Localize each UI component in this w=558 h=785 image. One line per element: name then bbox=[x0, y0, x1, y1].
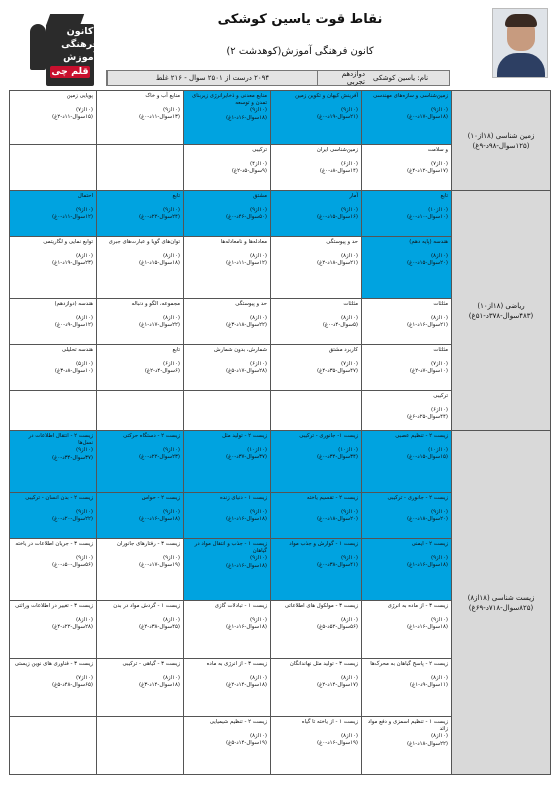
topic-cell bbox=[362, 659, 452, 717]
topic-cell bbox=[97, 391, 184, 431]
topic-title: مثلثات bbox=[433, 301, 448, 307]
topic-title: زیست ۳ - گیاهی - ترکیبی bbox=[122, 661, 180, 667]
topic-cell bbox=[184, 539, 271, 601]
topic-stats: (۱۸سوال-۱۶د-۱غ) bbox=[226, 624, 267, 631]
topic-title: زیست ۳ - تغییر در اطلاعات وراثتی bbox=[15, 603, 93, 609]
topic-stats: (۱۸سوال-۱۶د-۱غ) bbox=[226, 114, 267, 121]
topic-title: آمار bbox=[349, 193, 358, 199]
topic-cell bbox=[10, 659, 97, 717]
topic-title: حد و پیوستگی bbox=[326, 239, 358, 245]
topic-score: (۱۰از۸) bbox=[430, 733, 448, 740]
topic-title: زیست ۲ - حواس bbox=[141, 495, 180, 501]
topic-stats: (۱۲سوال-۱۱د-۰غ) bbox=[52, 214, 93, 221]
topic-score: (۱۰از۱۰) bbox=[428, 207, 448, 213]
topic-cell bbox=[97, 717, 184, 775]
topic-stats: (۲۲سوال-۱۷د-۱غ) bbox=[139, 322, 180, 329]
table-row bbox=[10, 91, 551, 145]
topic-stats: (۱۸سوال-۱۶د-۱غ) bbox=[407, 624, 448, 631]
topic-title: هندسه (پایه دهم) bbox=[409, 239, 448, 245]
topic-cell bbox=[362, 91, 452, 145]
topic-title: زیست ۲ - تنظیم شیمیایی bbox=[209, 719, 267, 725]
topic-cell bbox=[271, 431, 362, 493]
graduate-figure-icon bbox=[30, 24, 46, 70]
topic-title: کاربرد مشتق bbox=[328, 347, 358, 353]
topic-stats: (۱۸سوال-۱۴د-۳غ) bbox=[139, 682, 180, 689]
topic-score: (۱۰از۸) bbox=[162, 315, 180, 321]
subject-label: زیست شناسی (۱۸از۸) (۸۲۵سوال-۷۱۸د-۶۹غ) bbox=[452, 431, 551, 775]
topic-title: زیست ۲ - انتقال اطلاعات در نسل‌ها bbox=[28, 433, 93, 447]
topic-score: (۱۰از۹) bbox=[249, 207, 267, 213]
topic-cell bbox=[271, 493, 362, 539]
topic-stats: (۱۸سوال-۱۶د-۱غ) bbox=[226, 562, 267, 569]
topic-score: (۱۰از۷) bbox=[430, 161, 448, 167]
topic-cell bbox=[10, 431, 97, 493]
topic-cell bbox=[362, 345, 452, 391]
topic-cell bbox=[184, 493, 271, 539]
topic-stats: (۲۲سوال-۱۸د-۳غ) bbox=[226, 322, 267, 329]
topic-score: (۱۰از۹) bbox=[340, 207, 358, 213]
topic-title: تابع bbox=[440, 193, 448, 199]
topic-stats: (۲۱سوال-۱۸د-۲غ) bbox=[317, 260, 358, 267]
topic-title: زیست ۳ - تولید مثل نهاندانگان bbox=[289, 661, 358, 667]
topic-stats: (۵۰سوال-۴۶د-۰غ) bbox=[226, 214, 267, 221]
topic-title: زیست ۳ - از ماده به انرژی bbox=[387, 603, 448, 609]
topic-title: زیست ۲ - ایمنی bbox=[411, 541, 448, 547]
topic-score: (۱۰از۸) bbox=[162, 617, 180, 623]
topic-title: زیست ۲ - پاسخ گیاهان به محرک‌ها bbox=[370, 661, 448, 667]
topic-cell bbox=[362, 145, 452, 191]
topic-stats: (۳۴سوال-۳۴د-۰غ) bbox=[317, 454, 358, 461]
topic-score: (۱۰از۸) bbox=[249, 733, 267, 739]
topic-score: (۱۰از۹) bbox=[162, 447, 180, 453]
topic-stats: (۱۱سوال-۹د-۱غ) bbox=[409, 682, 448, 689]
topic-cell bbox=[10, 345, 97, 391]
topic-stats: (۲۳سوال-۲۲د-۰غ) bbox=[139, 454, 180, 461]
topic-title bbox=[13, 147, 93, 161]
topic-stats: (۱۹سوال-۱۶د-۰غ) bbox=[317, 740, 358, 747]
topic-score: (۱۰از۸) bbox=[340, 315, 358, 321]
table-row bbox=[10, 191, 551, 237]
topic-cell bbox=[271, 191, 362, 237]
topic-stats: (۲۲سوال-۱۸د-۱غ) bbox=[407, 740, 448, 747]
topic-stats: (۲۳سوال-۱۹د-۱غ) bbox=[52, 260, 93, 267]
topic-title: زمین‌شناسی ایران bbox=[316, 147, 358, 153]
topic-title: توابع نمایی و لگاریتمی bbox=[43, 239, 93, 245]
topic-cell bbox=[10, 299, 97, 345]
topic-score: (۱۰از۹) bbox=[162, 555, 180, 561]
topic-score: (۱۰از۹) bbox=[249, 107, 267, 114]
topic-score: (۱۰از۷) bbox=[340, 361, 358, 367]
topic-title bbox=[13, 393, 93, 407]
topic-cell bbox=[10, 191, 97, 237]
topic-cell bbox=[271, 659, 362, 717]
topic-cell bbox=[184, 145, 271, 191]
topic-cell bbox=[362, 717, 452, 775]
subject-label: زمین شناسی (۱۸از۱۰) (۱۲۵سوال-۹۸د-۹غ) bbox=[452, 91, 551, 191]
topic-cell bbox=[10, 145, 97, 191]
topic-title bbox=[100, 393, 180, 407]
topic-score: (۱۰از۸) bbox=[430, 253, 448, 259]
topic-score: (۱۰از۹) bbox=[249, 555, 267, 562]
topic-title bbox=[100, 147, 180, 161]
topic-cell bbox=[362, 191, 452, 237]
topic-cell bbox=[271, 539, 362, 601]
topic-score: (۱۰از۹) bbox=[162, 107, 180, 113]
topic-score: (۱۰از۸) bbox=[249, 315, 267, 321]
topic-score: (۱۰از۸) bbox=[75, 617, 93, 623]
topic-title: زیست ۳ - فناوری های نوین زیستی bbox=[14, 661, 93, 667]
topic-title: زیست ۱- جانوری - ترکیبی bbox=[299, 433, 358, 439]
topic-cell bbox=[97, 539, 184, 601]
topic-stats: (۲۱سوال-۱۶د-۱غ) bbox=[407, 322, 448, 329]
topic-title: حد و پیوستگی bbox=[235, 301, 267, 307]
topic-score: (۱۰از۱۰) bbox=[338, 447, 358, 453]
topic-score: (۱۰از۸) bbox=[249, 675, 267, 681]
topic-title: ترکیبی bbox=[252, 147, 267, 153]
topic-score: (۱۰از۹) bbox=[75, 207, 93, 213]
topic-cell bbox=[362, 493, 452, 539]
topic-stats: (۳۷سوال-۳۴د-۰غ) bbox=[52, 454, 93, 461]
topic-cell bbox=[10, 539, 97, 601]
topic-cell bbox=[97, 91, 184, 145]
topic-stats: (۱۰سوال-۷د-۲غ) bbox=[409, 368, 448, 375]
topic-title bbox=[13, 719, 93, 733]
topic-score: (۱۰از۸) bbox=[340, 675, 358, 681]
topic-score: (۱۰از۹) bbox=[75, 555, 93, 561]
topic-stats: (۲۴سوال-۲۲د-۰غ) bbox=[139, 214, 180, 221]
topic-title: هندسه تحلیلی bbox=[61, 347, 93, 353]
topic-stats: (۱۹سوال-۱۴د-۵غ) bbox=[226, 740, 267, 747]
topic-title bbox=[187, 393, 267, 407]
topic-score: (۱۰از۹) bbox=[75, 447, 93, 454]
topic-title: زیست ۱ - دنیای زنده bbox=[219, 495, 267, 501]
topic-score: (۱۰از۱۰) bbox=[247, 447, 267, 453]
student-name: نام: یاسین کوشکی bbox=[373, 74, 429, 82]
topic-score: (۱۰از۸) bbox=[430, 675, 448, 681]
topic-score: (۱۰از۹) bbox=[340, 555, 358, 561]
topic-title: احتمال bbox=[77, 193, 93, 199]
topic-cell bbox=[184, 345, 271, 391]
topic-stats: (۵۶سوال-۵۰د-۰غ) bbox=[52, 562, 93, 569]
topic-cell bbox=[362, 299, 452, 345]
topic-title: آفرینش کیهان و تکوین زمین bbox=[295, 93, 358, 99]
topic-stats: (۱۰سوال-۱۰د-۰غ) bbox=[407, 214, 448, 221]
topic-title: مثلثات bbox=[343, 301, 358, 307]
topic-cell bbox=[362, 539, 452, 601]
topic-cell bbox=[271, 237, 362, 299]
topic-score: (۱۰از۹) bbox=[340, 107, 358, 113]
topic-stats: (۱۷سوال-۱۴د-۲غ) bbox=[317, 682, 358, 689]
topic-stats: (۲۲سوال-۲۰د-۰غ) bbox=[52, 516, 93, 523]
logo-line-1: کانون bbox=[66, 26, 94, 37]
topic-stats: (۱۶سوال-۱۵د-۰غ) bbox=[317, 214, 358, 221]
topic-score: (۱۰از۹) bbox=[162, 509, 180, 515]
kanoon-logo bbox=[28, 8, 104, 88]
topic-score: (۱۰از۹) bbox=[430, 509, 448, 515]
topic-cell bbox=[10, 717, 97, 775]
topic-cell bbox=[184, 717, 271, 775]
topic-stats: (۱۸سوال-۱۶د-۱غ) bbox=[407, 562, 448, 569]
topic-stats: (۶۵سوال-۴۸د-۵غ) bbox=[52, 682, 93, 689]
topic-score: (۱۰از۸) bbox=[75, 315, 93, 321]
topic-title: زیست ۲ - تقسیم یاخته bbox=[306, 495, 358, 501]
topic-cell bbox=[271, 391, 362, 431]
topic-title: زمین‌شناسی و سازه‌های مهندسی bbox=[373, 93, 448, 99]
topic-stats: (۱۸سوال-۱۶د-۱غ) bbox=[226, 516, 267, 523]
topic-stats: (۱۷سوال-۱۲د-۴غ) bbox=[407, 168, 448, 175]
topic-score: (۱۰از۸) bbox=[249, 253, 267, 259]
topic-score: (۱۰از۶) bbox=[249, 361, 267, 367]
photo-shirt bbox=[497, 53, 545, 78]
topic-stats: (۱۰سوال-۸د-۳غ) bbox=[54, 368, 93, 375]
subject-label: ریاضی (۱۸از۱۰) (۴۸۳سوال-۳۷۸د-۵۱غ) bbox=[452, 191, 551, 431]
topic-title bbox=[274, 393, 358, 407]
topic-stats: (۴۱سوال-۳۸د-۰غ) bbox=[317, 562, 358, 569]
topic-cell bbox=[184, 601, 271, 659]
topic-cell bbox=[362, 237, 452, 299]
topic-score: (۱۰از۸) bbox=[75, 253, 93, 259]
topic-cell bbox=[97, 431, 184, 493]
topic-title: زیست ۱ - جذب و انتقال مواد در گیاهان bbox=[194, 541, 267, 555]
topic-cell bbox=[362, 431, 452, 493]
topic-cell bbox=[97, 345, 184, 391]
logo-line-3: آموزش bbox=[63, 52, 97, 63]
topic-title: زیست ۱ - تنظیم اسمزی و دفع مواد زائد bbox=[367, 719, 448, 733]
topic-title: منابع آب و خاک bbox=[145, 93, 180, 99]
topic-stats: (۹سوال-۵د-۲غ) bbox=[231, 168, 267, 175]
topic-cell bbox=[10, 237, 97, 299]
topic-score: (۱۰از۸) bbox=[430, 315, 448, 321]
topic-cell bbox=[97, 237, 184, 299]
topic-title: زیست ۲ - تنظیم عصبی bbox=[395, 433, 448, 439]
topic-stats: (۵۶سوال-۵۲د-۵غ) bbox=[317, 624, 358, 631]
topic-cell bbox=[271, 601, 362, 659]
topic-stats: (۴۵سوال-۳۸د-۲غ) bbox=[139, 624, 180, 631]
topic-title: زیست ۱ - گوارش و جذب مواد bbox=[289, 541, 358, 547]
topic-score: (۱۰از۴) bbox=[249, 161, 267, 167]
topic-score: (۱۰از۷) bbox=[75, 675, 93, 681]
topic-cell bbox=[184, 659, 271, 717]
topic-stats: (۶سوال-۴د-۲غ) bbox=[144, 368, 180, 375]
topic-cell bbox=[184, 431, 271, 493]
topic-stats: (۲۸سوال-۲۲د-۴غ) bbox=[52, 624, 93, 631]
topic-stats: (۱۵سوال-۱۵د-۰غ) bbox=[407, 454, 448, 461]
topic-title: زیست ۱ - تبادلات گازی bbox=[214, 603, 267, 609]
topic-title: هندسه (دوازدهم) bbox=[54, 301, 93, 307]
topic-cell bbox=[10, 91, 97, 145]
topic-cell bbox=[97, 299, 184, 345]
logo-line-4: قلم چی bbox=[51, 66, 89, 77]
topic-cell bbox=[97, 493, 184, 539]
table-row bbox=[10, 431, 551, 493]
topic-cell bbox=[271, 717, 362, 775]
topic-score: (۱۰از۸) bbox=[162, 253, 180, 259]
student-stats: ۲۰۹۴ درست از ۲۵۰۱ سوال - ۲۱۶ غلط bbox=[107, 71, 317, 85]
student-grade: دوازدهم تجربی bbox=[317, 71, 369, 85]
topic-cell bbox=[184, 391, 271, 431]
topic-stats: (۱۸سوال-۱۷د-۰غ) bbox=[407, 114, 448, 121]
topic-stats: (۱۲سوال-۱۱د-۱غ) bbox=[226, 260, 267, 267]
topic-score: (۱۰از۹) bbox=[249, 509, 267, 515]
topic-cell bbox=[184, 191, 271, 237]
topic-stats: (۲۰سوال-۱۵د-۰غ) bbox=[407, 260, 448, 267]
topic-cell bbox=[97, 601, 184, 659]
topic-cell bbox=[271, 145, 362, 191]
topic-title: تابع bbox=[172, 347, 180, 353]
topic-cell bbox=[184, 237, 271, 299]
topic-cell bbox=[271, 299, 362, 345]
topic-score: (۱۰از۸) bbox=[340, 733, 358, 739]
topic-title: زیست ۲ - بدن انسان - ترکیبی bbox=[25, 495, 93, 501]
topic-stats: (۵سوال-۴د-۰غ) bbox=[322, 322, 358, 329]
logo-line-2: فرهنگی bbox=[61, 39, 99, 50]
topic-title: مجموعه، الگو و دنباله bbox=[131, 301, 180, 307]
topic-score: (۱۰از۸) bbox=[340, 253, 358, 259]
topic-title: پویایی زمین bbox=[66, 93, 93, 99]
topic-title: زیست ۳ - جریان اطلاعات در یاخته bbox=[15, 541, 93, 547]
topic-stats: (۲۱سوال-۱۹د-۰غ) bbox=[317, 114, 358, 121]
topic-title bbox=[100, 719, 180, 733]
topic-score: (۱۰از۸) bbox=[162, 675, 180, 681]
page-subtitle: کانون فرهنگی آموزش(کوهدشت ۲) bbox=[226, 46, 374, 57]
topic-cell bbox=[10, 601, 97, 659]
topic-score: (۱۰از۹) bbox=[249, 617, 267, 623]
topic-score: (۱۰از۸) bbox=[340, 617, 358, 623]
student-photo bbox=[492, 8, 548, 78]
topic-cell bbox=[10, 391, 97, 431]
topic-title: و سلامت bbox=[427, 147, 448, 153]
topic-cell bbox=[184, 91, 271, 145]
topic-stats: (۱۸سوال-۱۶د-۰غ) bbox=[139, 516, 180, 523]
topic-cell bbox=[271, 345, 362, 391]
photo-hair bbox=[505, 14, 537, 27]
topic-stats: (۴۷سوال-۳۵د-۴غ) bbox=[317, 368, 358, 375]
topic-stats: (۱۸سوال-۱۴د-۲غ) bbox=[226, 682, 267, 689]
topic-title: زیست ۱ - گردش مواد در بدن bbox=[113, 603, 180, 609]
topic-cell bbox=[97, 659, 184, 717]
topic-cell bbox=[184, 299, 271, 345]
topic-stats: (۲۰سوال-۱۸د-۰غ) bbox=[317, 516, 358, 523]
topic-cell bbox=[97, 191, 184, 237]
topic-score: (۱۰از۵) bbox=[75, 361, 93, 367]
topic-stats: (۱۸سوال-۱۵د-۱غ) bbox=[139, 260, 180, 267]
topic-score: (۱۰از۹) bbox=[430, 107, 448, 113]
strengths-grid bbox=[9, 90, 550, 775]
topic-stats: (۱۲سوال-۹د-۰غ) bbox=[54, 322, 93, 329]
topic-stats: (۱۳سوال-۱۱د-۰غ) bbox=[139, 114, 180, 121]
topic-title: زیست ۲ - تولید مثل bbox=[222, 433, 267, 439]
topic-score: (۱۰از۹) bbox=[340, 509, 358, 515]
topic-cell bbox=[97, 145, 184, 191]
topic-score: (۱۰از۷) bbox=[430, 361, 448, 367]
topic-cell bbox=[362, 391, 452, 431]
topic-title: مشتق bbox=[253, 193, 267, 199]
topic-stats: (۲۸سوال-۱۷د-۵غ) bbox=[226, 368, 267, 375]
topic-stats: (۱۵سوال-۱۱د-۲غ) bbox=[52, 114, 93, 121]
topic-title: تابع bbox=[172, 193, 180, 199]
topic-cell bbox=[271, 91, 362, 145]
topic-title: زیست ۱ - از یاخته تا گیاه bbox=[301, 719, 358, 725]
topic-title: منابع معدنی و ذخایرانرژی زیربنای تمدن و توسعه bbox=[191, 93, 267, 107]
topic-title: مثلثات bbox=[433, 347, 448, 353]
topic-score: (۱۰از۷) bbox=[75, 107, 93, 113]
topic-title: توان‌های گویا و عبارت‌های جبری bbox=[108, 239, 180, 245]
topic-score: (۱۰از۹) bbox=[162, 207, 180, 213]
topic-score: (۱۰از۶) bbox=[430, 407, 448, 413]
topic-stats: (۱۴سوال-۸د-۰غ) bbox=[319, 168, 358, 175]
topic-score: (۱۰از۱۰) bbox=[428, 447, 448, 453]
student-info-bar bbox=[106, 70, 450, 86]
topic-title: زیست ۳ - رفتارهای جانوران bbox=[117, 541, 180, 547]
topic-title: زیست ۳ - از انرژی به ماده bbox=[206, 661, 267, 667]
topic-title: زیست ۲ - جانوری - ترکیبی bbox=[387, 495, 448, 501]
topic-stats: (۴۴سوال-۲۵د-۶غ) bbox=[407, 414, 448, 421]
topic-stats: (۲۰سوال-۱۸د-۰غ) bbox=[407, 516, 448, 523]
topic-stats: (۳۷سوال-۳۷د-۰غ) bbox=[226, 454, 267, 461]
topic-stats: (۱۹سوال-۱۷د-۰غ) bbox=[139, 562, 180, 569]
topic-score: (۱۰از۶) bbox=[340, 161, 358, 167]
topic-cell bbox=[10, 493, 97, 539]
topic-cell bbox=[362, 601, 452, 659]
topic-title: شمارش، بدون شمارش bbox=[214, 347, 267, 353]
topic-score: (۱۰از۹) bbox=[430, 555, 448, 561]
strengths-table bbox=[9, 90, 551, 775]
topic-title: زیست ۳ - مولکول های اطلاعاتی bbox=[284, 603, 358, 609]
topic-score: (۱۰از۶) bbox=[162, 361, 180, 367]
topic-title: ترکیبی bbox=[433, 393, 448, 399]
topic-title: معادله‌ها و نامعادله‌ها bbox=[220, 239, 267, 245]
page-title: نقاط قوت یاسین کوشکی bbox=[217, 12, 383, 27]
topic-score: (۱۰از۹) bbox=[430, 617, 448, 623]
topic-score: (۱۰از۹) bbox=[75, 509, 93, 515]
topic-title: زیست ۲ - دستگاه حرکتی bbox=[123, 433, 180, 439]
